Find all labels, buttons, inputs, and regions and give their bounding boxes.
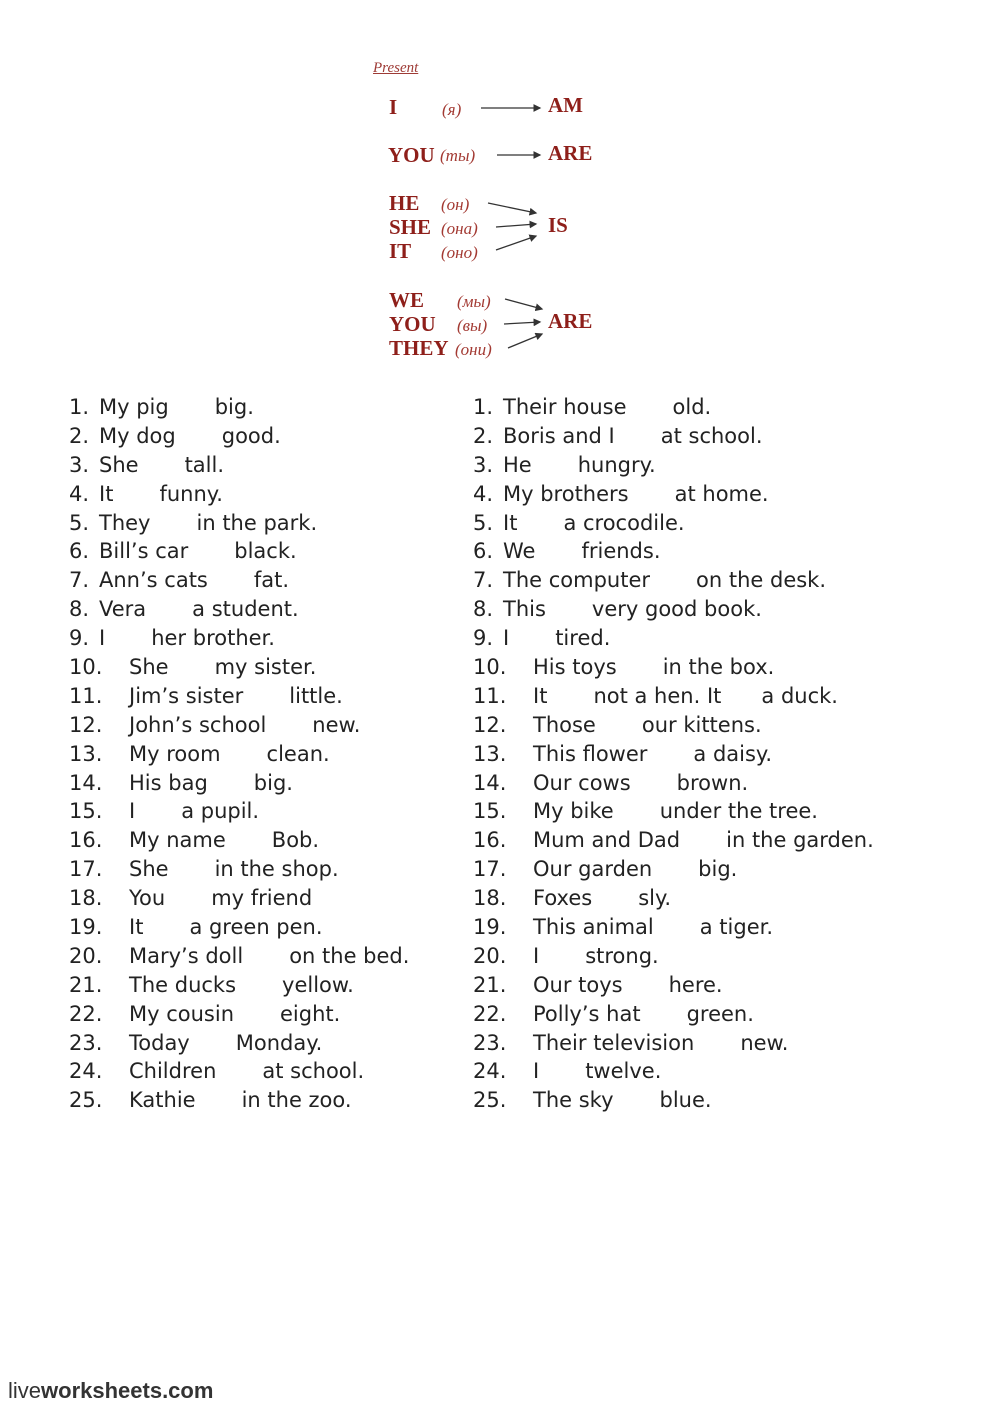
item-number: 20. xyxy=(69,943,103,968)
exercise-item xyxy=(69,480,409,509)
item-number: 16. xyxy=(473,828,507,853)
exercise-item xyxy=(473,1057,874,1086)
item-subject: My dog xyxy=(99,423,176,448)
item-number: 23. xyxy=(473,1030,507,1055)
exercise-item xyxy=(69,509,409,538)
pronoun-he: HE xyxy=(389,191,420,215)
exercise-item xyxy=(473,711,874,740)
item-subject: We xyxy=(503,539,536,564)
item-complement: in the zoo. xyxy=(241,1088,352,1113)
item-subject: Vera xyxy=(99,597,147,622)
item-complement: big. xyxy=(253,770,293,795)
exercise-item xyxy=(69,711,409,740)
pronoun-you-singular: YOU xyxy=(388,143,435,167)
exercise-item xyxy=(473,1000,874,1029)
exercise-item xyxy=(69,769,409,798)
item-subject: This animal xyxy=(533,915,654,940)
item-subject: The ducks xyxy=(129,972,237,997)
left-exercise-list xyxy=(69,393,409,1115)
item-subject: It xyxy=(99,481,114,506)
item-complement: a crocodile. xyxy=(563,510,685,535)
item-number: 14. xyxy=(473,770,507,795)
item-number: 23. xyxy=(69,1030,103,1055)
item-complement: brown. xyxy=(676,770,749,795)
item-subject: Our garden xyxy=(533,857,653,882)
item-subject: I xyxy=(533,943,540,968)
item-number: 19. xyxy=(69,915,103,940)
item-complement: Bob. xyxy=(271,828,320,853)
item-number: 9. xyxy=(69,626,90,651)
item-complement: our kittens. xyxy=(641,712,762,737)
exercise-item xyxy=(473,393,874,422)
item-number: 17. xyxy=(473,857,507,882)
item-complement: green. xyxy=(686,1001,754,1026)
item-subject: My cousin xyxy=(129,1001,235,1026)
russian-my: (мы) xyxy=(457,292,491,311)
exercise-item xyxy=(69,1057,409,1086)
item-subject: Kathie xyxy=(129,1088,196,1113)
item-number: 21. xyxy=(473,972,507,997)
item-complement: friends. xyxy=(581,539,661,564)
brand-light: live xyxy=(8,1378,42,1403)
item-subject: My bike xyxy=(533,799,614,824)
exercise-item xyxy=(69,971,409,1000)
item-subject: Today xyxy=(129,1030,190,1055)
exercise-item xyxy=(473,1029,874,1058)
item-number: 6. xyxy=(473,539,494,564)
item-subject: My room xyxy=(129,741,221,766)
arrow-we-are xyxy=(505,299,542,309)
arrow-it-is xyxy=(496,236,536,250)
item-number: 20. xyxy=(473,943,507,968)
item-complement: strong. xyxy=(585,943,659,968)
exercise-item xyxy=(69,595,409,624)
item-complement: on the desk. xyxy=(696,568,827,593)
exercise-item xyxy=(473,855,874,884)
item-complement: at home. xyxy=(674,481,769,506)
item-number: 18. xyxy=(473,886,507,911)
item-subject: Mary’s doll xyxy=(129,943,244,968)
item-subject: She xyxy=(129,857,169,882)
item-subject: My name xyxy=(129,828,226,853)
exercise-item xyxy=(473,537,874,566)
item-complement: not a hen. It a duck. xyxy=(593,683,838,708)
item-complement: tired. xyxy=(555,626,611,651)
item-complement: tall. xyxy=(184,452,225,477)
item-complement: new. xyxy=(312,712,361,737)
item-complement: in the park. xyxy=(196,510,318,535)
item-subject: I xyxy=(533,1059,540,1084)
verb-is: IS xyxy=(548,213,568,237)
item-complement: yellow. xyxy=(282,972,354,997)
item-number: 7. xyxy=(69,568,90,593)
item-complement: at school. xyxy=(660,423,763,448)
item-complement: a pupil. xyxy=(181,799,260,824)
item-complement: black. xyxy=(234,539,297,564)
exercise-item xyxy=(473,884,874,913)
verb-to-be-chart xyxy=(0,0,1000,380)
exercise-item xyxy=(473,595,874,624)
item-number: 16. xyxy=(69,828,103,853)
item-subject: This xyxy=(503,597,546,622)
exercise-item xyxy=(473,653,874,682)
item-subject: Our toys xyxy=(533,972,623,997)
exercise-item xyxy=(473,480,874,509)
exercise-item xyxy=(473,913,874,942)
exercise-item xyxy=(473,451,874,480)
item-complement: Monday. xyxy=(235,1030,323,1055)
exercise-item xyxy=(473,797,874,826)
item-number: 25. xyxy=(473,1088,507,1113)
item-complement: big. xyxy=(214,395,254,419)
item-subject: Those xyxy=(533,712,596,737)
item-number: 15. xyxy=(69,799,103,824)
item-number: 1. xyxy=(473,395,494,419)
item-complement: fat. xyxy=(253,568,290,593)
verb-am: AM xyxy=(548,93,583,117)
item-subject: You xyxy=(129,886,166,911)
item-number: 15. xyxy=(473,799,507,824)
item-subject: Foxes xyxy=(533,886,593,911)
item-number: 12. xyxy=(473,712,507,737)
item-number: 2. xyxy=(69,423,90,448)
russian-oni: (они) xyxy=(455,340,492,359)
item-complement: on the bed. xyxy=(289,943,410,968)
item-number: 9. xyxy=(473,626,494,651)
exercise-item xyxy=(473,1086,874,1115)
exercise-item xyxy=(69,826,409,855)
pronoun-she: SHE xyxy=(389,215,432,239)
item-number: 14. xyxy=(69,770,103,795)
item-complement: a student. xyxy=(192,597,299,622)
item-number: 17. xyxy=(69,857,103,882)
item-complement: a green pen. xyxy=(189,915,323,940)
item-number: 24. xyxy=(473,1059,507,1084)
exercise-item xyxy=(473,769,874,798)
item-complement: funny. xyxy=(159,481,223,506)
item-number: 4. xyxy=(69,481,90,506)
exercise-item xyxy=(69,566,409,595)
item-number: 21. xyxy=(69,972,103,997)
item-complement: my friend xyxy=(211,886,313,911)
item-complement: good. xyxy=(221,423,281,448)
item-subject: It xyxy=(503,510,518,535)
item-complement: sly. xyxy=(638,886,672,911)
item-subject: She xyxy=(129,655,169,680)
russian-vy: (вы) xyxy=(457,316,488,335)
exercise-item xyxy=(69,422,409,451)
chart-arrows xyxy=(0,0,1000,380)
item-subject: Polly’s hat xyxy=(533,1001,641,1026)
item-complement: in the garden. xyxy=(726,828,874,853)
item-subject: Their television xyxy=(533,1030,695,1055)
exercise-item xyxy=(473,624,874,653)
item-complement: twelve. xyxy=(585,1059,662,1084)
exercise-item xyxy=(69,624,409,653)
item-number: 18. xyxy=(69,886,103,911)
right-exercise-list xyxy=(473,393,874,1115)
liveworksheets-logo xyxy=(8,1378,213,1404)
exercise-item xyxy=(473,971,874,1000)
exercise-item xyxy=(473,740,874,769)
item-subject: Mum and Dad xyxy=(533,828,681,853)
item-subject: Jim’s sister xyxy=(129,683,244,708)
item-number: 13. xyxy=(69,741,103,766)
item-number: 11. xyxy=(69,683,103,708)
item-subject: This flower xyxy=(533,741,648,766)
item-number: 4. xyxy=(473,481,494,506)
item-complement: in the shop. xyxy=(214,857,339,882)
brand-bold: worksheets.com xyxy=(41,1378,214,1403)
exercise-item xyxy=(69,393,409,422)
item-subject: Our cows xyxy=(533,770,631,795)
exercise-item xyxy=(473,682,874,711)
item-complement: hungry. xyxy=(577,452,656,477)
item-number: 10. xyxy=(473,655,507,680)
item-complement: eight. xyxy=(280,1001,341,1026)
item-number: 12. xyxy=(69,712,103,737)
exercise-item xyxy=(473,826,874,855)
item-number: 25. xyxy=(69,1088,103,1113)
item-subject: My pig xyxy=(99,395,169,419)
exercise-item xyxy=(69,1000,409,1029)
item-subject: The sky xyxy=(533,1088,614,1113)
exercise-item xyxy=(69,1086,409,1115)
item-complement: her brother. xyxy=(151,626,275,651)
item-subject: I xyxy=(99,626,106,651)
item-number: 3. xyxy=(69,452,90,477)
verb-are-singular: ARE xyxy=(548,141,593,165)
item-number: 5. xyxy=(69,510,90,535)
item-subject: They xyxy=(99,510,151,535)
russian-ona: (она) xyxy=(441,219,478,238)
item-complement: little. xyxy=(289,683,343,708)
exercise-item xyxy=(69,1029,409,1058)
item-subject: I xyxy=(503,626,510,651)
exercise-item xyxy=(69,942,409,971)
item-complement: clean. xyxy=(266,741,330,766)
item-subject: Bill’s car xyxy=(99,539,189,564)
item-subject: The computer xyxy=(503,568,651,593)
item-number: 7. xyxy=(473,568,494,593)
pronoun-we: WE xyxy=(389,288,425,312)
russian-ono: (оно) xyxy=(441,243,478,262)
item-number: 11. xyxy=(473,683,507,708)
item-number: 22. xyxy=(473,1001,507,1026)
exercise-item xyxy=(473,566,874,595)
exercise-item xyxy=(69,537,409,566)
pronoun-it: IT xyxy=(389,239,412,263)
item-number: 2. xyxy=(473,423,494,448)
item-complement: blue. xyxy=(659,1088,712,1113)
item-complement: very good book. xyxy=(591,597,762,622)
exercise-item xyxy=(473,422,874,451)
pronoun-i: I xyxy=(389,95,398,119)
exercise-item xyxy=(69,855,409,884)
item-subject: She xyxy=(99,452,139,477)
item-complement: a tiger. xyxy=(699,915,774,940)
item-number: 22. xyxy=(69,1001,103,1026)
item-complement: new. xyxy=(740,1030,789,1055)
exercise-item xyxy=(69,797,409,826)
russian-ya: (я) xyxy=(442,100,462,119)
exercise-item xyxy=(69,913,409,942)
item-complement: my sister. xyxy=(214,655,317,680)
item-subject: I xyxy=(129,799,136,824)
verb-are-plural: ARE xyxy=(548,309,593,333)
item-complement: in the box. xyxy=(662,655,775,680)
item-number: 1. xyxy=(69,395,90,419)
exercise-item xyxy=(69,884,409,913)
item-number: 5. xyxy=(473,510,494,535)
item-subject: My brothers xyxy=(503,481,629,506)
exercise-item xyxy=(69,451,409,480)
item-number: 8. xyxy=(473,597,494,622)
item-complement: here. xyxy=(668,972,723,997)
item-subject: Boris and I xyxy=(503,423,615,448)
item-subject: His toys xyxy=(533,655,617,680)
item-number: 24. xyxy=(69,1059,103,1084)
chart-title: Present xyxy=(373,60,419,76)
item-number: 13. xyxy=(473,741,507,766)
exercise-item xyxy=(473,942,874,971)
item-number: 6. xyxy=(69,539,90,564)
exercise-item xyxy=(473,509,874,538)
arrow-she-is xyxy=(496,224,536,227)
exercise-item xyxy=(69,740,409,769)
item-complement: old. xyxy=(672,395,712,419)
item-subject: Their house xyxy=(503,395,627,419)
pronoun-they: THEY xyxy=(389,336,449,360)
arrow-they-are xyxy=(508,334,542,348)
item-complement: a daisy. xyxy=(693,741,773,766)
item-subject: Ann’s cats xyxy=(99,568,208,593)
item-subject: It xyxy=(129,915,144,940)
item-subject: His bag xyxy=(129,770,208,795)
exercise-item xyxy=(69,682,409,711)
item-number: 19. xyxy=(473,915,507,940)
item-subject: John’s school xyxy=(129,712,267,737)
russian-on: (он) xyxy=(441,195,470,214)
item-subject: He xyxy=(503,452,532,477)
pronoun-you-plural: YOU xyxy=(389,312,436,336)
item-complement: big. xyxy=(698,857,738,882)
exercise-item xyxy=(69,653,409,682)
arrow-you-are-plural xyxy=(504,322,540,324)
item-complement: at school. xyxy=(262,1059,365,1084)
russian-ty: (ты) xyxy=(440,146,476,165)
arrow-he-is xyxy=(488,203,536,213)
item-number: 10. xyxy=(69,655,103,680)
item-subject: Children xyxy=(129,1059,217,1084)
item-number: 3. xyxy=(473,452,494,477)
item-complement: under the tree. xyxy=(659,799,818,824)
item-number: 8. xyxy=(69,597,90,622)
item-subject: It xyxy=(533,683,548,708)
